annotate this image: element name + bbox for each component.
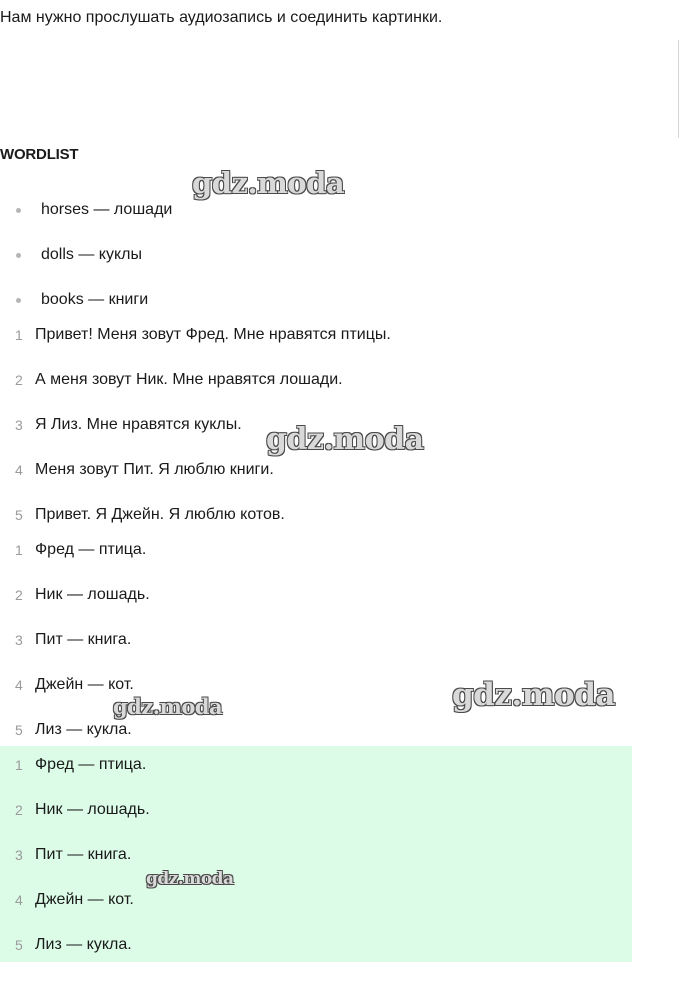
- item-text: Привет! Меня зовут Фред. Мне нравятся птицы.: [35, 326, 391, 343]
- item-number: 4: [15, 462, 23, 478]
- item-text: Лиз — кукла.: [35, 936, 132, 953]
- watermark-logo: gdz.moda: [113, 694, 223, 719]
- item-text: Привет. Я Джейн. Я люблю котов.: [35, 506, 285, 523]
- item-number: 3: [15, 632, 23, 648]
- bullet-icon: [16, 298, 21, 303]
- item-number: 4: [15, 677, 23, 693]
- item-number: 2: [15, 587, 23, 603]
- watermark-logo: gdz.moda: [192, 166, 345, 200]
- item-text: Пит — книга.: [35, 846, 132, 863]
- item-text: Джейн — кот.: [35, 891, 134, 908]
- intro-text: Нам нужно прослушать аудиозапись и соединить картинки.: [0, 9, 443, 26]
- item-number: 5: [15, 507, 23, 523]
- wordlist-item-text: horses — лошади: [41, 201, 173, 218]
- item-number: 4: [15, 892, 23, 908]
- item-number: 2: [15, 802, 23, 818]
- item-number: 3: [15, 847, 23, 863]
- item-text: А меня зовут Ник. Мне нравятся лошади.: [35, 371, 343, 388]
- item-number: 5: [15, 937, 23, 953]
- wordlist-item-text: books — книги: [41, 291, 149, 308]
- item-number: 2: [15, 372, 23, 388]
- watermark-logo: gdz.moda: [452, 677, 615, 713]
- item-text: Лиз — кукла.: [35, 721, 132, 738]
- watermark-logo: gdz.moda: [266, 422, 424, 457]
- item-text: Джейн — кот.: [35, 676, 134, 693]
- item-text: Меня зовут Пит. Я люблю книги.: [35, 461, 274, 478]
- item-text: Пит — книга.: [35, 631, 132, 648]
- wordlist-heading: WORDLIST: [0, 146, 79, 163]
- item-text: Ник — лошадь.: [35, 586, 150, 603]
- wordlist-item-text: dolls — куклы: [41, 246, 142, 263]
- item-number: 5: [15, 722, 23, 738]
- item-text: Фред — птица.: [35, 756, 147, 773]
- item-text: Я Лиз. Мне нравятся куклы.: [35, 416, 242, 433]
- bullet-icon: [16, 208, 21, 213]
- bullet-icon: [16, 253, 21, 258]
- watermark-logo: gdz.moda: [146, 869, 234, 889]
- item-number: 1: [15, 757, 23, 773]
- item-number: 3: [15, 417, 23, 433]
- item-text: Фред — птица.: [35, 541, 147, 558]
- scrollbar-track[interactable]: [678, 40, 679, 138]
- item-number: 1: [15, 327, 23, 343]
- item-number: 1: [15, 542, 23, 558]
- item-text: Ник — лошадь.: [35, 801, 150, 818]
